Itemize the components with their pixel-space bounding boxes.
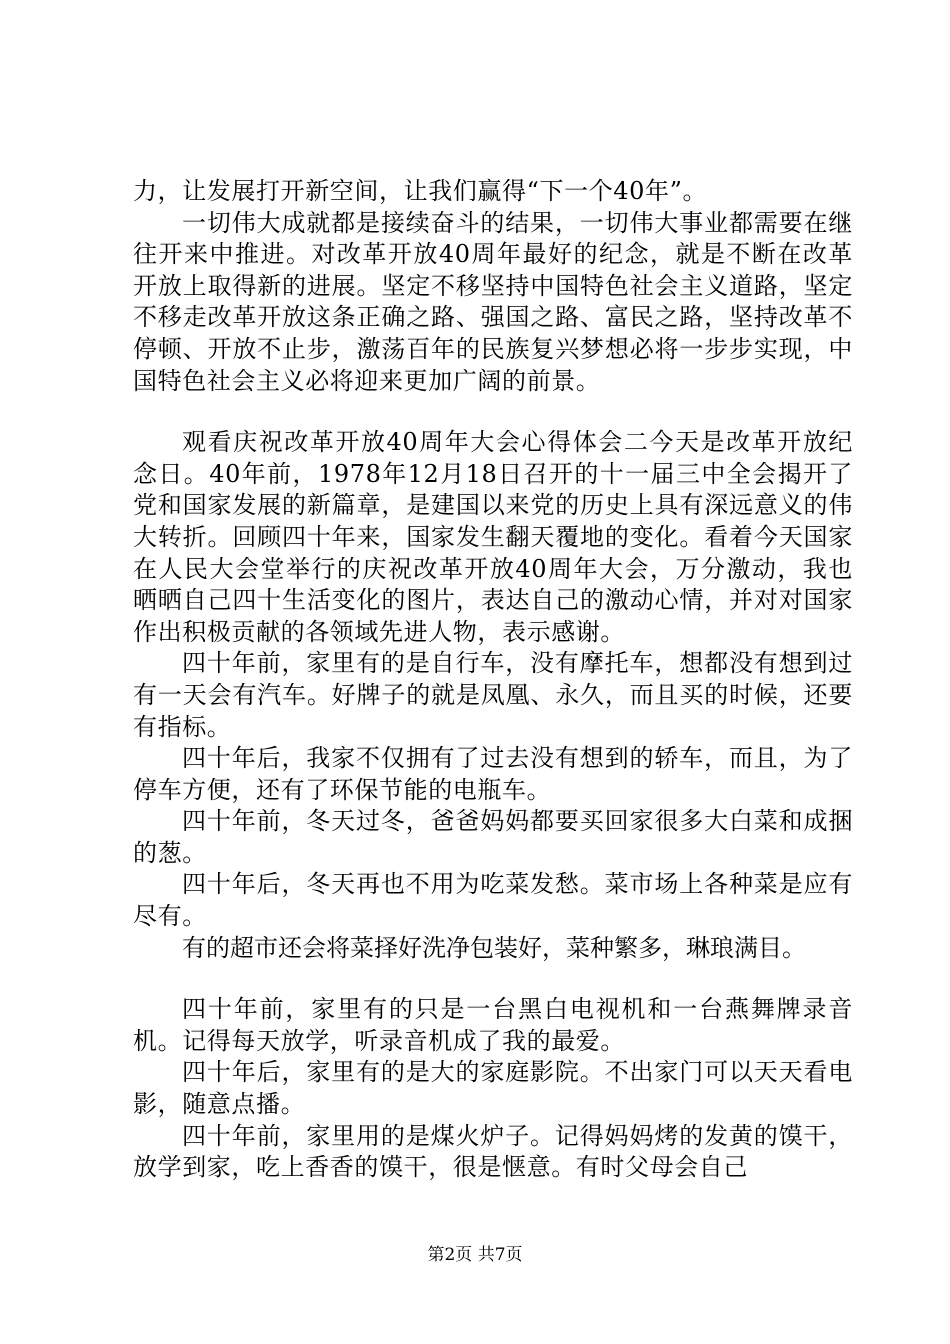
- paragraph-stove-past: 四十年前，家里用的是煤火炉子。记得妈妈烤的发黄的馍干，放学到家，吃上香香的馍干，很是惬意。有时父母会自己: [133, 1121, 853, 1182]
- document-body: [133, 176, 853, 1184]
- paragraph-continuation: 力，让发展打开新空间，让我们赢得“下一个40年”。: [133, 177, 708, 205]
- paragraph-reflection-two-intro: 观看庆祝改革开放40周年大会心得体会二今天是改革开放纪念日。40年前，1978年12月18日召开的十一届三中全会揭开了党和国家发展的新篇章，是建国以来党的历史上具有深远意义的伟大转折。回顾四十年来，国家发生翻天覆地的变化。看着今天国家在人民大会堂举行的庆祝改革开放40周年大会，万分激动，我也晒晒自己四十生活变化的图片，表达自己的激动心情，并对对国家作出积极贡献的各领域先进人物，表示感谢。: [133, 428, 853, 646]
- paragraph-gap: [133, 397, 853, 427]
- paragraph-home-theater-present: 四十年后，家里有的是大的家庭影院。不出家门可以天天看电影，随意点播。: [133, 1058, 853, 1119]
- page-number-footer: 第2页 共7页: [427, 1245, 523, 1265]
- paragraph-bicycle-past: 四十年前，家里有的是自行车，没有摩托车，想都没有想到过有一天会有汽车。好牌子的就是凤凰、永久，而且买的时候，还要有指标。: [133, 649, 853, 741]
- paragraph-reform-conclusion: 一切伟大成就都是接续奋斗的结果，一切伟大事业都需要在继往开来中推进。对改革开放40周年最好的纪念，就是不断在改革开放上取得新的进展。坚定不移坚持中国特色社会主义道路，坚定不移走改革开放这条正确之路、强国之路、富民之路，坚持改革不停顿、开放不止步，激荡百年的民族复兴梦想必将一步步实现，中国特色社会主义必将迎来更加广阔的前景。: [133, 208, 853, 395]
- paragraph-winter-past: 四十年前，冬天过冬，爸爸妈妈都要买回家很多大白菜和成捆的葱。: [133, 807, 853, 867]
- paragraph-gap: [133, 964, 853, 994]
- paragraph-tv-past: 四十年前，家里有的只是一台黑白电视机和一台燕舞牌录音机。记得每天放学，听录音机成了我的最爱。: [133, 995, 853, 1055]
- paragraph-supermarket: 有的超市还会将菜择好洗净包装好，菜种繁多，琳琅满目。: [182, 933, 806, 962]
- paragraph-car-present: 四十年后，我家不仅拥有了过去没有想到的轿车，而且，为了停车方便，还有了环保节能的电瓶车。: [133, 744, 853, 804]
- paragraph-winter-present: 四十年后，冬天再也不用为吃菜发愁。菜市场上各种菜是应有尽有。: [133, 870, 853, 931]
